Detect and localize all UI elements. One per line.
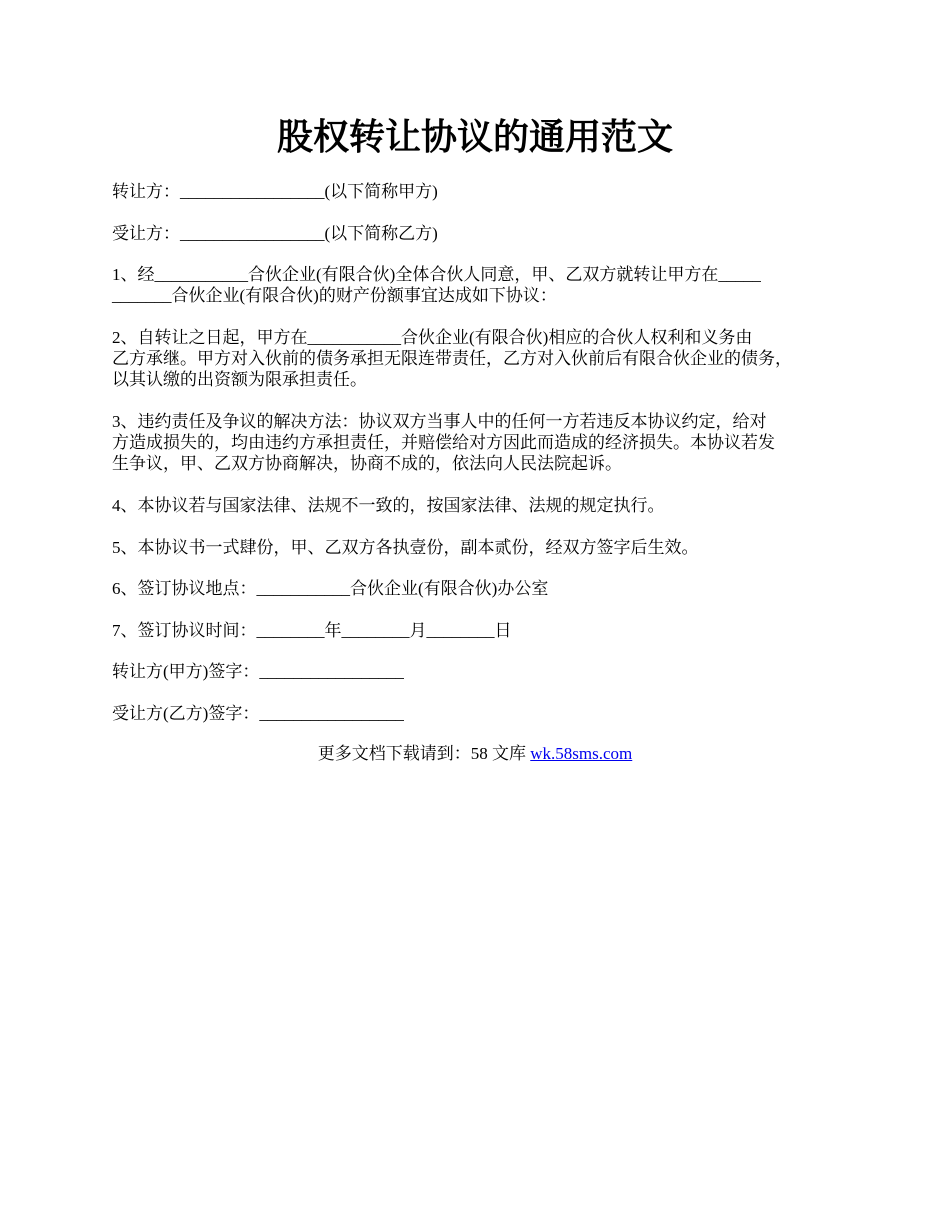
transferor-line: 转让方：_________________(以下简称甲方) [112, 182, 438, 201]
clause-4: 4、本协议若与国家法律、法规不一致的，按国家法律、法规的规定执行。 [112, 496, 665, 515]
clause-7-signing-date: 7、签订协议时间：________年________月________日 [112, 621, 512, 640]
clause-6-signing-place: 6、签订协议地点：___________合伙企业(有限合伙)办公室 [112, 579, 549, 598]
transferor-signature-line: 转让方(甲方)签字：_________________ [112, 662, 404, 681]
download-footer [0, 743, 950, 764]
transferee-signature-line: 受让方(乙方)签字：_________________ [112, 704, 404, 723]
document-title: 股权转让协议的通用范文 [276, 117, 673, 157]
clause-1: 1、经___________合伙企业(有限合伙)全体合伙人同意，甲、乙双方就转让甲方在_____ _______合伙企业(有限合伙)的财产份额事宜达成如下协议： [112, 265, 761, 305]
footer-link[interactable]: wk.58sms.com [530, 744, 633, 763]
clause-2: 2、自转让之日起，甲方在___________合伙企业(有限合伙)相应的合伙人权利和义务由 乙方承继。甲方对入伙前的债务承担无限连带责任，乙方对入伙前后有限合伙企业的债务， 以其认缴的出资额为限承担责任。 [112, 328, 792, 389]
transferee-line: 受让方：_________________(以下简称乙方) [112, 224, 438, 243]
footer-prefix: 更多文档下载请到：58 文库 [317, 744, 531, 763]
clause-5: 5、本协议书一式肆份，甲、乙双方各执壹份，副本贰份，经双方签字后生效。 [112, 538, 699, 557]
clause-3: 3、违约责任及争议的解决方法：协议双方当事人中的任何一方若违反本协议约定，给对 方造成损失的，均由违约方承担责任，并赔偿给对方因此而造成的经济损失。本协议若发 生争议，甲、乙双方协商解决，协商不成的，依法向人民法院起诉。 [112, 412, 775, 473]
